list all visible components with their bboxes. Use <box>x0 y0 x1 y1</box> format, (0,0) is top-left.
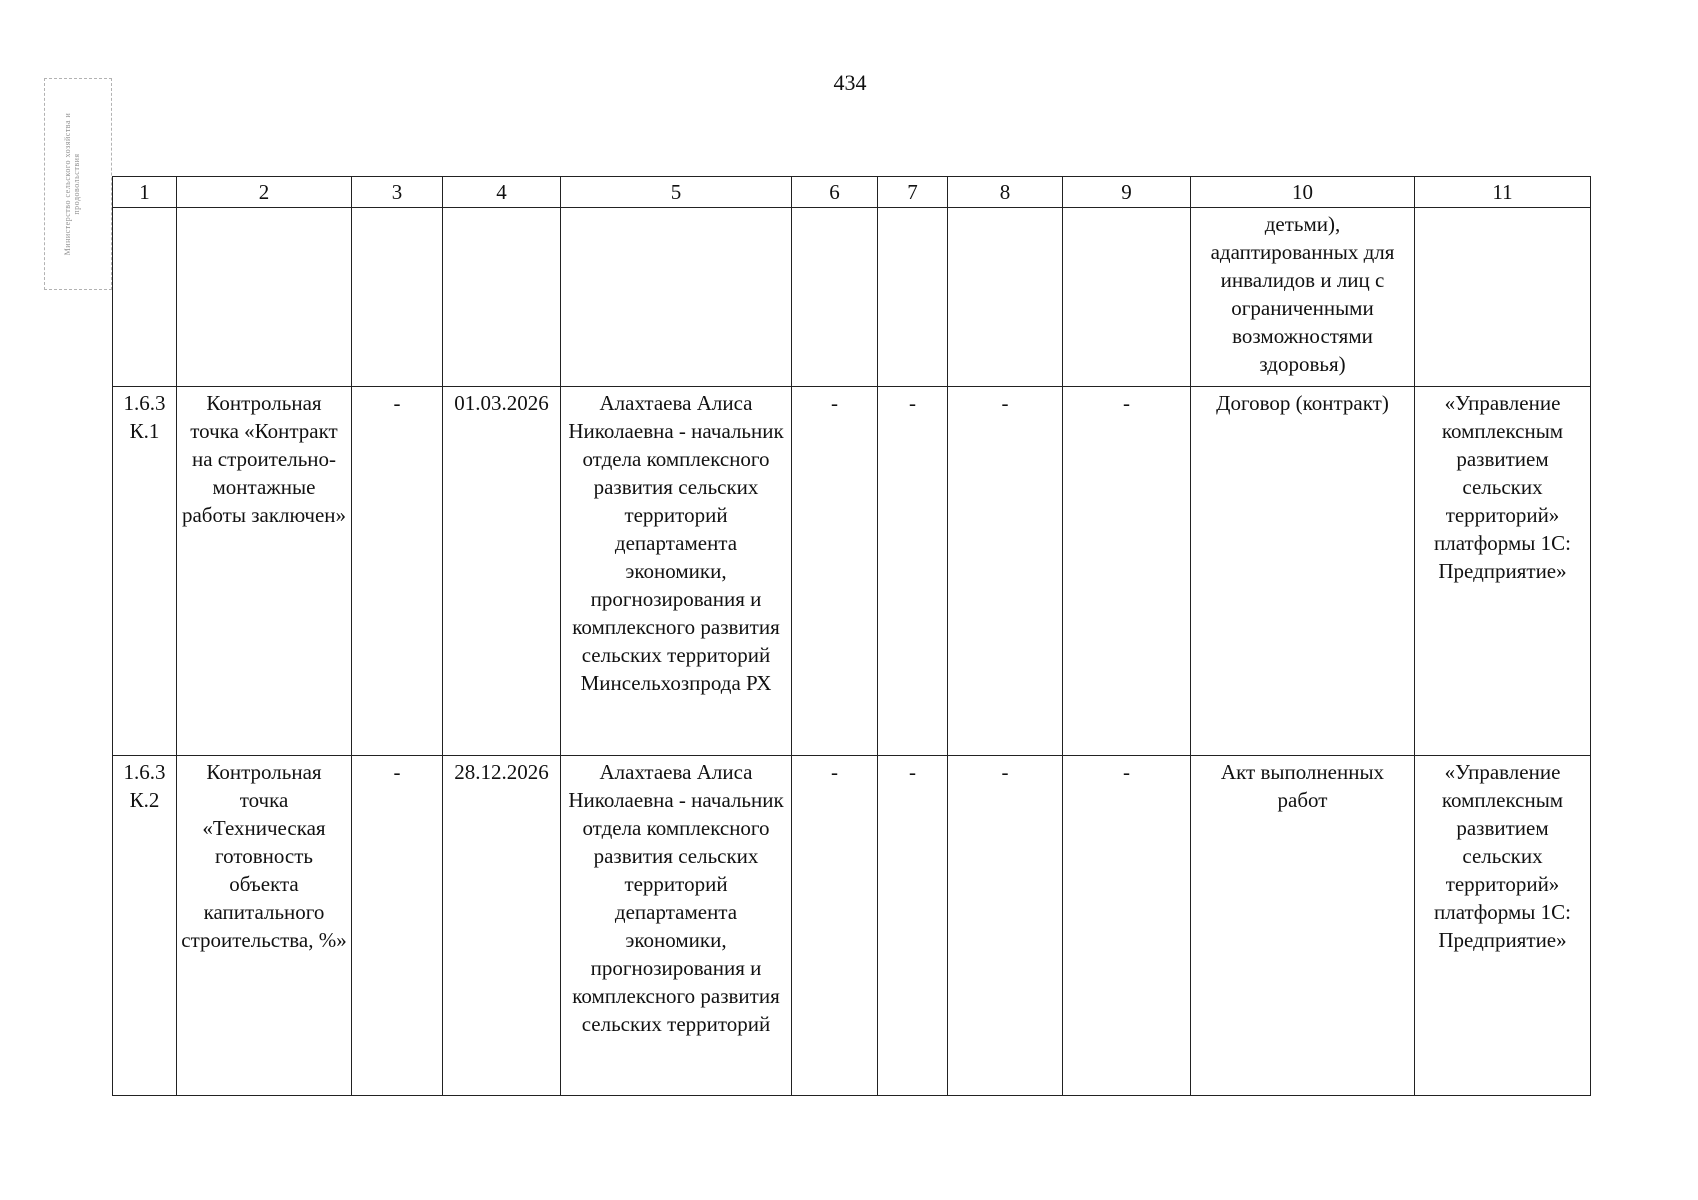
date-cell: 01.03.2026 <box>443 387 561 756</box>
table-cell: - <box>948 756 1063 1096</box>
stamp-text: Министерство сельского хозяйства и продовольствия <box>63 112 81 256</box>
page-number: 434 <box>833 70 867 95</box>
table-cell: - <box>878 756 948 1096</box>
document-type-cell: детьми), адаптированных для инвалидов и лиц с ограниченными возможностями здоровья) <box>1191 208 1415 387</box>
row-number: 1.6.3 К.1 <box>113 387 177 756</box>
continuation-row <box>113 208 1591 387</box>
header-cell: 1 <box>113 177 177 208</box>
header-cell: 4 <box>443 177 561 208</box>
table-cell: - <box>792 387 878 756</box>
table-cell: - <box>352 387 443 756</box>
header-cell: 9 <box>1063 177 1191 208</box>
table-cell: - <box>792 756 878 1096</box>
table-cell <box>561 208 792 387</box>
table-row <box>113 387 1591 756</box>
table-cell <box>948 208 1063 387</box>
table-row <box>113 756 1591 1096</box>
header-cell: 5 <box>561 177 792 208</box>
table-cell: - <box>1063 387 1191 756</box>
registration-stamp <box>44 78 112 290</box>
header-cell: 11 <box>1415 177 1591 208</box>
header-cell: 8 <box>948 177 1063 208</box>
header-cell: 6 <box>792 177 878 208</box>
table-cell <box>113 208 177 387</box>
header-cell: 7 <box>878 177 948 208</box>
document-table <box>112 176 1591 1096</box>
information-system-cell: «Управление комплексным развитием сельских территорий» платформы 1С: Предприятие» <box>1415 756 1591 1096</box>
date-cell: 28.12.2026 <box>443 756 561 1096</box>
header-cell: 2 <box>177 177 352 208</box>
table-cell <box>177 208 352 387</box>
table-cell: - <box>352 756 443 1096</box>
responsible-person: Алахтаева Алиса Николаевна - начальник отдела комплексного развития сельских территорий департамента экономики, прогнозирования и комплексного развития сельских территорий Минсельхозпрода РХ <box>561 387 792 756</box>
document-type-cell: Акт выполненных работ <box>1191 756 1415 1096</box>
header-cell: 10 <box>1191 177 1415 208</box>
table-cell: - <box>878 387 948 756</box>
table-cell <box>1415 208 1591 387</box>
responsible-person: Алахтаева Алиса Николаевна - начальник отдела комплексного развития сельских территорий департамента экономики, прогнозирования и комплексного развития сельских территорий <box>561 756 792 1096</box>
row-number: 1.6.3 К.2 <box>113 756 177 1096</box>
table-cell: - <box>948 387 1063 756</box>
table-cell <box>1063 208 1191 387</box>
table-cell <box>352 208 443 387</box>
table-cell <box>792 208 878 387</box>
information-system-cell: «Управление комплексным развитием сельских территорий» платформы 1С: Предприятие» <box>1415 387 1591 756</box>
control-point-name: Контрольная точка «Контракт на строительно-монтажные работы заключен» <box>177 387 352 756</box>
control-point-name: Контрольная точка «Техническая готовность объекта капитального строительства, %» <box>177 756 352 1096</box>
document-type-cell: Договор (контракт) <box>1191 387 1415 756</box>
table-cell: - <box>1063 756 1191 1096</box>
header-row <box>113 177 1591 208</box>
header-cell: 3 <box>352 177 443 208</box>
table-cell <box>878 208 948 387</box>
table-cell <box>443 208 561 387</box>
